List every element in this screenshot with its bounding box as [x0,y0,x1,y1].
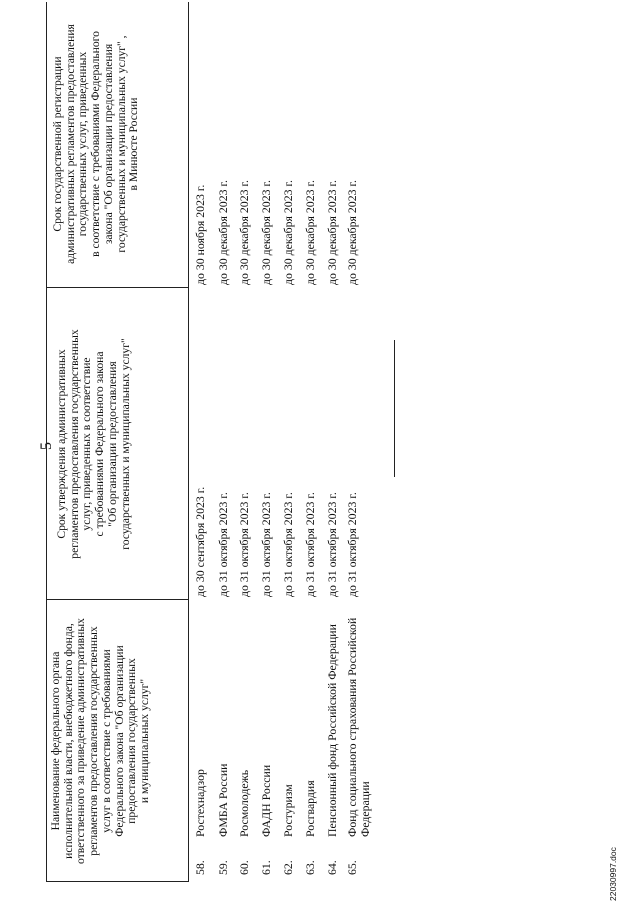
header-registration-line: Срок государственной регистрации [51,56,64,232]
registration-deadline: до 30 декабря 2023 г. [259,180,273,285]
header-agency-line: и муниципальных услуг" [137,678,151,804]
agency-name: Пенсионный фонд Российской Федерации [325,624,339,837]
table-header-border [188,2,189,882]
header-agency-line: Наименование федерального органа [49,651,62,831]
approval-deadline: до 31 октября 2023 г. [259,492,273,597]
header-approval-line: услуг, приведенных в соответствие [80,357,94,531]
header-approval-line: государственных и муниципальных услуг" [118,338,132,550]
header-approval-line: "Об организации предоставления [105,361,119,527]
approval-deadline: до 31 октября 2023 г. [345,492,359,597]
agency-name: Росмолодежь [237,769,251,837]
agency-name: ФМБА России [216,763,230,837]
closing-rule [394,340,395,477]
agency-name: Ростуризм [281,784,295,837]
registration-deadline: до 30 декабря 2023 г. [237,180,251,285]
header-approval-line: с требованиями Федерального закона [93,351,107,537]
header-cell-registration [52,2,141,286]
column-divider-2 [46,287,188,288]
row-number: 64. [325,860,339,875]
approval-deadline: до 31 октября 2023 г. [216,492,230,597]
header-agency-line: Федерального закона "Об организации [112,645,126,837]
agency-name-line: Фонд социального страхования Российской [345,617,359,837]
document-id: 22030997.doc [608,847,618,901]
header-approval-line: Срок утверждения административных [55,349,68,539]
header-registration-line: государственных и муниципальных услуг" , [114,35,128,253]
approval-deadline: до 31 октября 2023 г. [237,492,251,597]
approval-deadline: до 31 октября 2023 г. [281,492,295,597]
row-number: 59. [216,860,230,875]
header-registration-line: в Минюсте России [127,97,141,191]
registration-deadline: до 30 декабря 2023 г. [345,180,359,285]
table-top-border [46,2,47,882]
header-agency-line: ответственного за приведение административных [74,618,88,864]
agency-name: ФАДН России [259,764,273,837]
row-number: 60. [237,860,251,875]
header-agency-line: услуг в соответствие с требованиями [99,649,113,833]
header-cell-agency [50,602,152,880]
registration-deadline: до 30 декабря 2023 г. [303,180,317,285]
header-agency-line: предоставления государственных [125,658,139,824]
header-registration-line: в соответствие с требованиями Федерального [89,31,103,257]
header-agency-line: исполнительной власти, внебюджетного фонда, [61,623,75,859]
column-divider-1 [46,599,188,600]
agency-name [346,607,372,837]
header-registration-line: административных регламентов предоставления [63,24,77,264]
page-number: 5 [38,442,55,450]
header-cell-approval [56,290,132,598]
row-number: 63. [303,860,317,875]
row-number: 65. [345,860,359,875]
agency-name: Росгвардия [303,780,317,837]
header-agency-line: регламентов предоставления государственных [87,626,101,856]
registration-deadline: до 30 декабря 2023 г. [325,180,339,285]
row-number: 62. [281,860,295,875]
registration-deadline: до 30 декабря 2023 г. [216,180,230,285]
approval-deadline: до 31 октября 2023 г. [325,492,339,597]
agency-name: Ростехнадзор [193,769,207,837]
table-left-border [46,881,188,882]
row-number: 61. [259,860,273,875]
header-approval-line: регламентов предоставления государственных [67,329,81,559]
registration-deadline: до 30 ноября 2023 г. [193,184,207,285]
approval-deadline: до 30 сентября 2023 г. [193,486,207,597]
header-registration-line: закона "Об организации предоставления [101,43,115,245]
agency-name-line: Федерации [358,781,372,837]
header-registration-line: государственных услуг, приведенных [76,51,90,237]
approval-deadline: до 31 октября 2023 г. [303,492,317,597]
row-number: 58. [193,860,207,875]
registration-deadline: до 30 декабря 2023 г. [281,180,295,285]
